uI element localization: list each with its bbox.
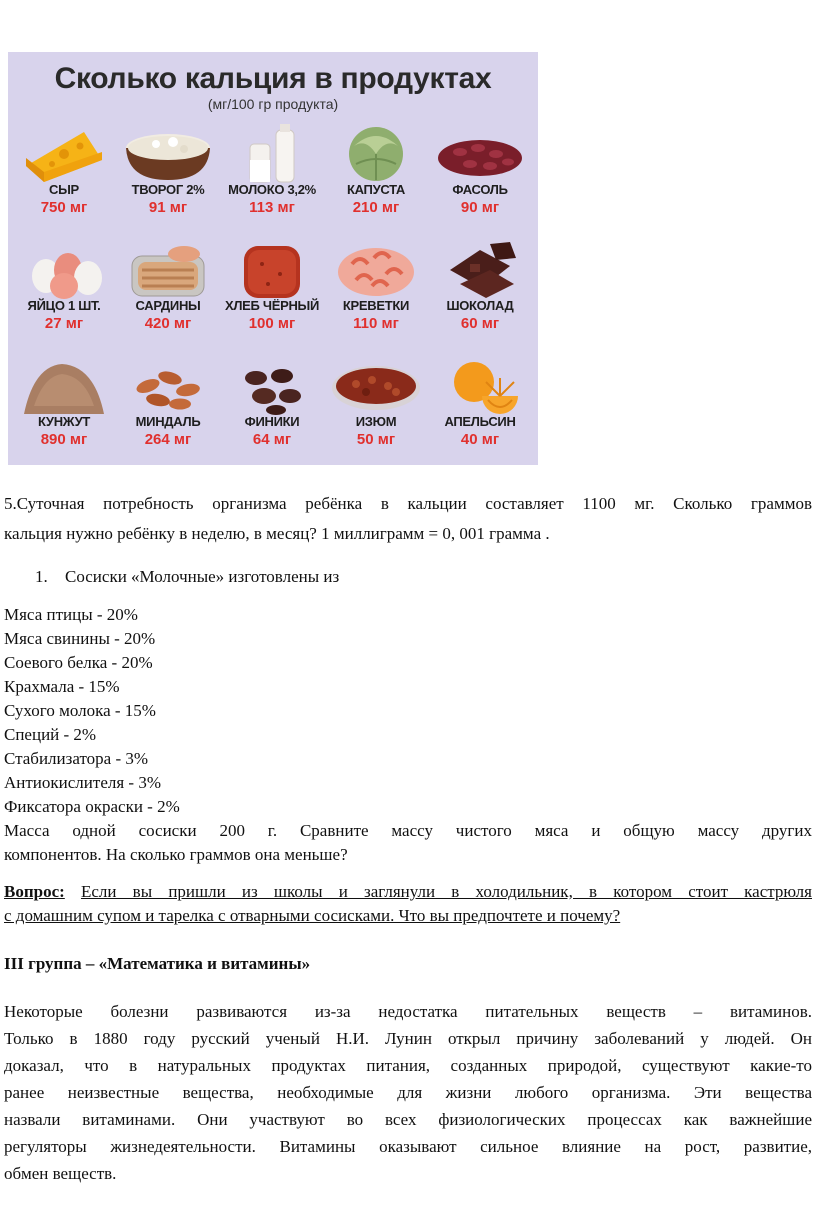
ingredient-line: Фиксатора окраски - 2% (4, 797, 180, 816)
food-item-eggs (14, 240, 114, 350)
calcium-value: 90 мг (460, 199, 500, 216)
calcium-value: 91 мг (148, 199, 188, 216)
calcium-value: 27 мг (44, 315, 84, 332)
calcium-value: 40 мг (460, 431, 500, 448)
list-number: 1. (35, 567, 48, 586)
infographic-subtitle: (мг/100 гр продукта) (207, 96, 339, 112)
food-name: МОЛОКО 3,2% (228, 182, 316, 197)
ingredient-line: Мяса свинины - 20% (4, 629, 156, 648)
question-label: Вопрос: (4, 882, 65, 901)
orange-icon (430, 356, 530, 416)
calcium-value: 60 мг (460, 315, 500, 332)
food-item-raisins (326, 356, 426, 466)
question-text-1: Если вы пришли из школы и заглянули в холодильник, в котором стоит кастрюля (80, 882, 812, 901)
food-item-cottage-cheese (118, 124, 218, 234)
food-item-orange (430, 356, 530, 466)
food-item-milk (222, 124, 322, 234)
dates-icon (222, 356, 322, 416)
ingredient-line: Антиокислителя - 3% (4, 773, 161, 792)
sesame-icon (14, 356, 114, 416)
chocolate-icon (430, 240, 530, 300)
calcium-value: 750 мг (40, 199, 88, 216)
food-name: ИЗЮМ (355, 414, 397, 429)
food-name: ФАСОЛЬ (452, 182, 508, 197)
milk-icon (222, 124, 322, 184)
sausage-question-line1: Масса одной сосиски 200 г. Сравните массу чистого мяса и общую массу других (4, 821, 812, 840)
food-item-shrimp (326, 240, 426, 350)
food-grid (14, 124, 532, 460)
question-line1 (4, 880, 812, 904)
calcium-value: 890 мг (40, 431, 88, 448)
calcium-value: 113 мг (249, 199, 295, 216)
food-item-sardines (118, 240, 218, 350)
food-item-dates (222, 356, 322, 466)
food-item-cheese (14, 124, 114, 234)
cottage-cheese-icon (118, 124, 218, 184)
food-item-almond (118, 356, 218, 466)
ingredient-line: Крахмала - 15% (4, 677, 120, 696)
food-name: КАПУСТА (346, 182, 406, 197)
food-item-sesame (14, 356, 114, 466)
beans-icon (430, 124, 530, 184)
food-item-bread (222, 240, 322, 350)
calcium-infographic (8, 52, 538, 465)
food-name: ФИНИКИ (244, 414, 300, 429)
paragraph-line: ранее неизвестные вещества, необходимые для жизни любого организма. Эти вещества (4, 1083, 812, 1102)
food-item-chocolate (430, 240, 530, 350)
sausage-question-line2: компонентов. На сколько граммов она меньше? (4, 845, 348, 864)
ingredient-line: Специй - 2% (4, 725, 97, 744)
calcium-value: 264 мг (144, 431, 192, 448)
food-name: ШОКОЛАД (446, 298, 514, 313)
food-name: ХЛЕБ ЧЁРНЫЙ (224, 298, 320, 313)
paragraph-line: регуляторы жизнедеятельности. Витамины оказывают сильное влияние на рост, развитие, (4, 1137, 812, 1156)
food-name: МИНДАЛЬ (135, 414, 201, 429)
eggs-icon (14, 240, 114, 300)
question-text-2: с домашним супом и тарелка с отварными сосисками. Что вы предпочтете и почему? (4, 906, 621, 925)
cabbage-icon (326, 124, 426, 184)
food-name: ЯЙЦО 1 ШТ. (27, 298, 101, 313)
task5-line1: 5.Суточная потребность организма ребёнка в кальции составляет 1100 мг. Сколько граммов (4, 494, 812, 513)
ingredient-line: Соевого белка - 20% (4, 653, 153, 672)
question-line2 (4, 904, 812, 928)
sardines-icon (118, 240, 218, 300)
calcium-value: 100 мг (248, 315, 296, 332)
paragraph-line: доказал, что в натуральных продуктах питания, созданных природой, существуют какие-то (4, 1056, 812, 1075)
food-name: АПЕЛЬСИН (444, 414, 516, 429)
food-item-beans (430, 124, 530, 234)
paragraph-line: обмен веществ. (4, 1164, 117, 1183)
shrimp-icon (326, 240, 426, 300)
food-name: СЫР (49, 182, 79, 197)
list-text: Сосиски «Молочные» изготовлены из (65, 567, 340, 586)
food-name: КРЕВЕТКИ (342, 298, 410, 313)
food-item-cabbage (326, 124, 426, 234)
calcium-value: 210 мг (352, 199, 400, 216)
cheese-icon (14, 124, 114, 184)
raisins-icon (326, 356, 426, 416)
almond-icon (118, 356, 218, 416)
paragraph-line: назвали витаминами. Они участвуют во всех физиологических процессах как важнейшие (4, 1110, 812, 1129)
food-name: САРДИНЫ (135, 298, 201, 313)
ingredient-line: Мяса птицы - 20% (4, 605, 138, 624)
group-heading: III группа – «Математика и витамины» (4, 954, 311, 973)
calcium-value: 420 мг (144, 315, 192, 332)
calcium-value: 110 мг (353, 315, 399, 332)
bread-icon (222, 240, 322, 300)
food-name: ТВОРОГ 2% (131, 182, 205, 197)
ingredient-line: Стабилизатора - 3% (4, 749, 149, 768)
paragraph-line: Только в 1880 году русский ученый Н.И. Лунин открыл причину заболеваний у людей. Он (4, 1029, 812, 1048)
food-name: КУНЖУТ (37, 414, 91, 429)
calcium-value: 50 мг (356, 431, 396, 448)
infographic-title: Сколько кальция в продуктах (54, 62, 492, 95)
ingredient-line: Сухого молока - 15% (4, 701, 156, 720)
task5-line2: кальция нужно ребёнку в неделю, в месяц? 1 миллиграмм = 0, 001 грамма . (4, 524, 550, 543)
paragraph-line: Некоторые болезни развиваются из-за недостатка питательных веществ – витаминов. (4, 1002, 812, 1021)
calcium-value: 64 мг (252, 431, 292, 448)
